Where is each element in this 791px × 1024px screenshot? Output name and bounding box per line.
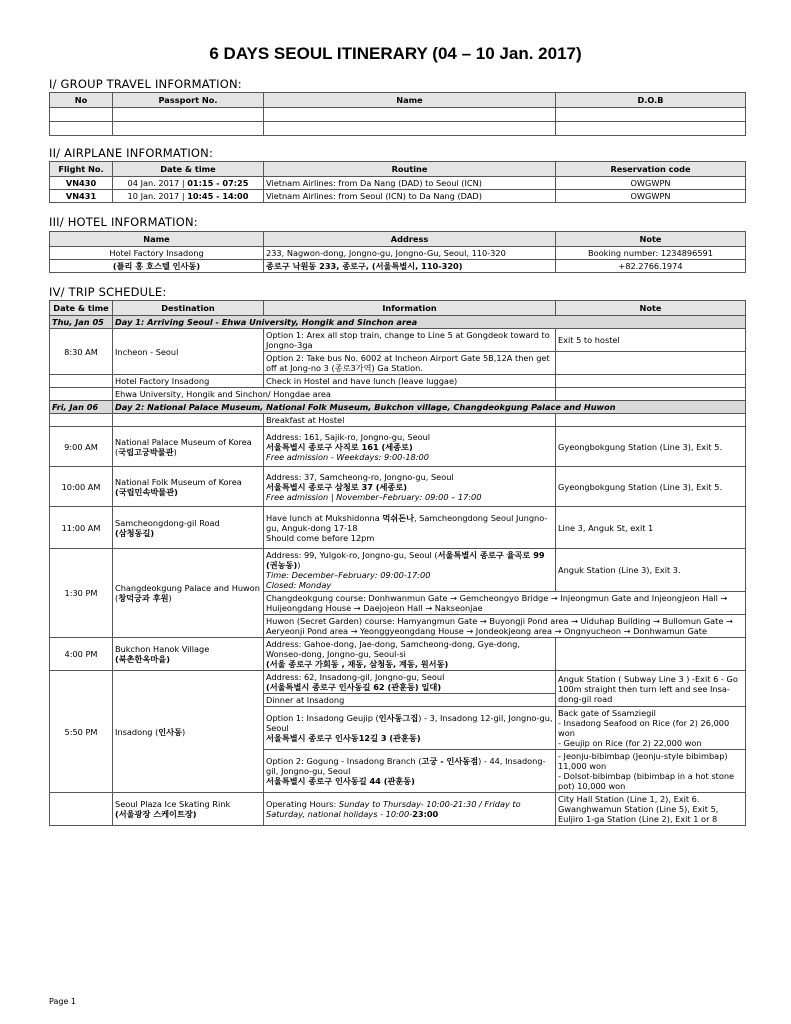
info-cell: Check in Hostel and have lunch (leave luggae) xyxy=(264,375,556,388)
destination-cell: Samcheongdong-gil Road (삼청동길) xyxy=(113,507,264,549)
flight-no: VN430 xyxy=(50,177,113,190)
day-row xyxy=(50,401,746,414)
hotel-address-ko: 종로구 낙원동 233, 종로구, (서울특별시, 110-320) xyxy=(264,260,556,273)
note-cell: Exit 5 to hostel xyxy=(556,329,746,352)
table-row xyxy=(50,122,746,136)
reservation-code: OWGWPN xyxy=(556,177,746,190)
table-row xyxy=(50,177,746,190)
flight-date: 10 Jan. 2017 | 10:45 - 14:00 xyxy=(113,190,264,203)
section-airplane-heading: II/ AIRPLANE INFORMATION: xyxy=(49,146,214,160)
note-cell: Gyeongbokgung Station (Line 3), Exit 5. xyxy=(556,427,746,467)
table-row xyxy=(50,375,746,388)
flight-no: VN431 xyxy=(50,190,113,203)
col-trip-destination: Destination xyxy=(113,301,264,316)
flight-route: Vietnam Airlines: from Seoul (ICN) to Da Nang (DAD) xyxy=(264,190,556,203)
note-cell: Line 3, Anguk St, exit 1 xyxy=(556,507,746,549)
info-cell: Address: Gahoe-dong, Jae-dong, Samcheong-dong, Gye-dong, Wonseo-dong, Jongno-gu, Seoul-si (서울 종로구 가회동 , 재동, 삼청동, 계동, 원서동) xyxy=(264,638,556,671)
day-date: Fri, Jan 06 xyxy=(50,401,113,414)
note-cell: Gyeongbokgung Station (Line 3), Exit 5. xyxy=(556,467,746,507)
table-row xyxy=(50,414,746,427)
col-hotel-name: Name xyxy=(50,232,264,247)
info-cell: Address: 62, Insadong-gil, Jongno-gu, Seoul (서울특별시 종로구 인사동길 62 (관훈동) 일대) xyxy=(264,671,556,694)
hotel-phone: +82.2766.1974 xyxy=(556,260,746,273)
table-row xyxy=(50,638,746,671)
col-passport: Passport No. xyxy=(113,93,264,108)
table-row xyxy=(50,190,746,203)
flight-date: 04 Jan. 2017 | 01:15 - 07:25 xyxy=(113,177,264,190)
day-date: Thu, Jan 05 xyxy=(50,316,113,329)
info-cell: Option 1: Arex all stop train, change to Line 5 at Gongdeok toward to Jongno-3ga xyxy=(264,329,556,352)
col-hotel-address: Address xyxy=(264,232,556,247)
table-row xyxy=(50,671,746,694)
day-row xyxy=(50,316,746,329)
airplane-table xyxy=(49,161,746,203)
time-cell: 11:00 AM xyxy=(50,507,113,549)
day-title: Day 2: National Palace Museum, National Folk Museum, Bukchon village, Changdeokgung Palace and Huwon xyxy=(113,401,746,414)
reservation-code: OWGWPN xyxy=(556,190,746,203)
destination-cell: Bukchon Hanok Village (북촌한옥마을) xyxy=(113,638,264,671)
destination-cell: Incheon - Seoul xyxy=(113,329,264,375)
col-routine: Routine xyxy=(264,162,556,177)
note-cell: Back gate of Ssamziegil - Insadong Seafood on Rice (for 2) 26,000 won - Geujip on Rice (for 2) 22,000 won xyxy=(556,707,746,750)
info-cell: Address: 99, Yulgok-ro, Jongno-gu, Seoul (서울특별시 종로구 율곡로 99 (권농동)) Time: December–February: 09:00-17:00 Closed: Monday xyxy=(264,549,556,592)
section-trip-heading: IV/ TRIP SCHEDULE: xyxy=(49,285,167,299)
table-row xyxy=(50,108,746,122)
info-cell: Option 2: Take bus No. 6002 at Incheon Airport Gate 5B,12A then get off at Jong-no 3 (종로3가역) Ga Station. xyxy=(264,352,556,375)
destination-cell: Changdeokgung Palace and Huwon (창덕궁과 후원) xyxy=(113,549,264,638)
flight-route: Vietnam Airlines: from Da Nang (DAD) to Seoul (ICN) xyxy=(264,177,556,190)
col-date-time: Date & time xyxy=(113,162,264,177)
time-cell: 10:00 AM xyxy=(50,467,113,507)
destination-cell: Hotel Factory Insadong xyxy=(113,375,264,388)
table-row xyxy=(50,260,746,273)
table-row xyxy=(50,549,746,592)
section-group-heading: I/ GROUP TRAVEL INFORMATION: xyxy=(49,77,242,91)
col-trip-information: Information xyxy=(264,301,556,316)
col-name: Name xyxy=(264,93,556,108)
time-cell: 5:50 PM xyxy=(50,671,113,793)
col-no: No xyxy=(50,93,113,108)
table-row xyxy=(50,388,746,401)
info-cell: Operating Hours: Sunday to Thursday- 10:00-21:30 / Friday to Saturday, national holidays - 10:00-23:00 xyxy=(264,793,556,826)
table-row xyxy=(50,507,746,549)
col-reservation: Reservation code xyxy=(556,162,746,177)
day-title: Day 1: Arriving Seoul - Ehwa University, Hongik and Sinchon area xyxy=(113,316,746,329)
col-hotel-note: Note xyxy=(556,232,746,247)
destination-cell: Insadong (인사동) xyxy=(113,671,264,793)
page-title: 6 DAYS SEOUL ITINERARY (04 – 10 Jan. 2017) xyxy=(209,44,582,63)
info-cell: Dinner at Insadong xyxy=(264,694,556,707)
table-row xyxy=(50,793,746,826)
col-dob: D.O.B xyxy=(556,93,746,108)
col-flight: Flight No. xyxy=(50,162,113,177)
section-hotel-heading: III/ HOTEL INFORMATION: xyxy=(49,215,198,229)
page-number: Page 1 xyxy=(49,997,76,1006)
table-row xyxy=(50,427,746,467)
note-cell: Anguk Station ( Subway Line 3 ) -Exit 6 - Go 100m straight then turn left and see Insa-dong-gil road xyxy=(556,671,746,707)
col-trip-date: Date & time xyxy=(50,301,113,316)
destination-cell: Ehwa University, Hongik and Sinchon/ Hongdae area xyxy=(113,388,556,401)
info-cell: Breakfast at Hostel xyxy=(264,414,556,427)
destination-cell: National Palace Museum of Korea (국립고궁박물관) xyxy=(113,427,264,467)
time-cell: 9:00 AM xyxy=(50,427,113,467)
table-row xyxy=(50,247,746,260)
info-cell: Option 1: Insadong Geujip (인사동그집) - 3, Insadong 12-gil, Jongno-gu, Seoul 서울특별시 종로구 인사동12길 3 (관훈동) xyxy=(264,707,556,750)
hotel-address: 233, Nagwon-dong, Jongno-gu, Jongno-Gu, Seoul, 110-320 xyxy=(264,247,556,260)
destination-cell: National Folk Museum of Korea (국립민속박물관) xyxy=(113,467,264,507)
info-cell: Option 2: Gogung - Insadong Branch (고궁 - 인사동점) - 44, Insadong-gil, Jongno-gu, Seoul 서울특별시 종로구 인사동길 44 (관훈동) xyxy=(264,750,556,793)
time-cell: 1:30 PM xyxy=(50,549,113,638)
destination-cell: Seoul Plaza Ice Skating Rink (서울광장 스케이트장) xyxy=(113,793,264,826)
table-row xyxy=(50,467,746,507)
note-cell: Anguk Station (Line 3), Exit 3. xyxy=(556,549,746,592)
trip-table xyxy=(49,300,746,826)
info-cell: Have lunch at Mukshidonna 먹쉬돈나, Samcheongdong Seoul Jungno-gu, Anguk-dong 17-18 Should come before 12pm xyxy=(264,507,556,549)
hotel-booking: Booking number: 1234896591 xyxy=(556,247,746,260)
col-trip-note: Note xyxy=(556,301,746,316)
note-cell: - Jeonju-bibimbap (Jeonju-style bibimbap) 11,000 won - Dolsot-bibimbap (bibimbap in a hot stone pot) 10,000 won xyxy=(556,750,746,793)
group-table xyxy=(49,92,746,136)
time-cell: 4:00 PM xyxy=(50,638,113,671)
info-cell: Address: 161, Sajik-ro, Jongno-gu, Seoul 서울특별시 종로구 사직로 161 (세종로) Free admission - Weekdays: 9:00-18:00 xyxy=(264,427,556,467)
hotel-name-ko: (플리 홍 호스텔 인사동) xyxy=(50,260,264,273)
info-cell: Huwon (Secret Garden) course: Hamyangmun Gate → Buyongji Pond area → Uiduhap Building → Bullomun Gate → Aeryeonji Pond area → Yeonggyeongdang House → Jondeokjeong area → Ongnyucheon → Donhwamun Gate xyxy=(264,615,746,638)
info-cell: Address: 37, Samcheong-ro, Jongno-gu, Seoul 서울특별시 종로구 삼청로 37 (세종로) Free admission | November–February: 09:00 – 17:00 xyxy=(264,467,556,507)
time-cell: 8:30 AM xyxy=(50,329,113,375)
info-cell: Changdeokgung course: Donhwanmun Gate → Gemcheongyo Bridge → Injeongmun Gate and Injeongjeon Hall → Huijeongdang House → Daejojeon Hall → Nakseonjae xyxy=(264,592,746,615)
table-row xyxy=(50,329,746,352)
note-cell: City Hall Station (Line 1, 2), Exit 6. Gwanghwamun Station (Line 5), Exit 5, Euljiro 1-ga Station (Line 2), Exit 1 or 8 xyxy=(556,793,746,826)
hotel-table xyxy=(49,231,746,273)
hotel-name: Hotel Factory Insadong xyxy=(50,247,264,260)
